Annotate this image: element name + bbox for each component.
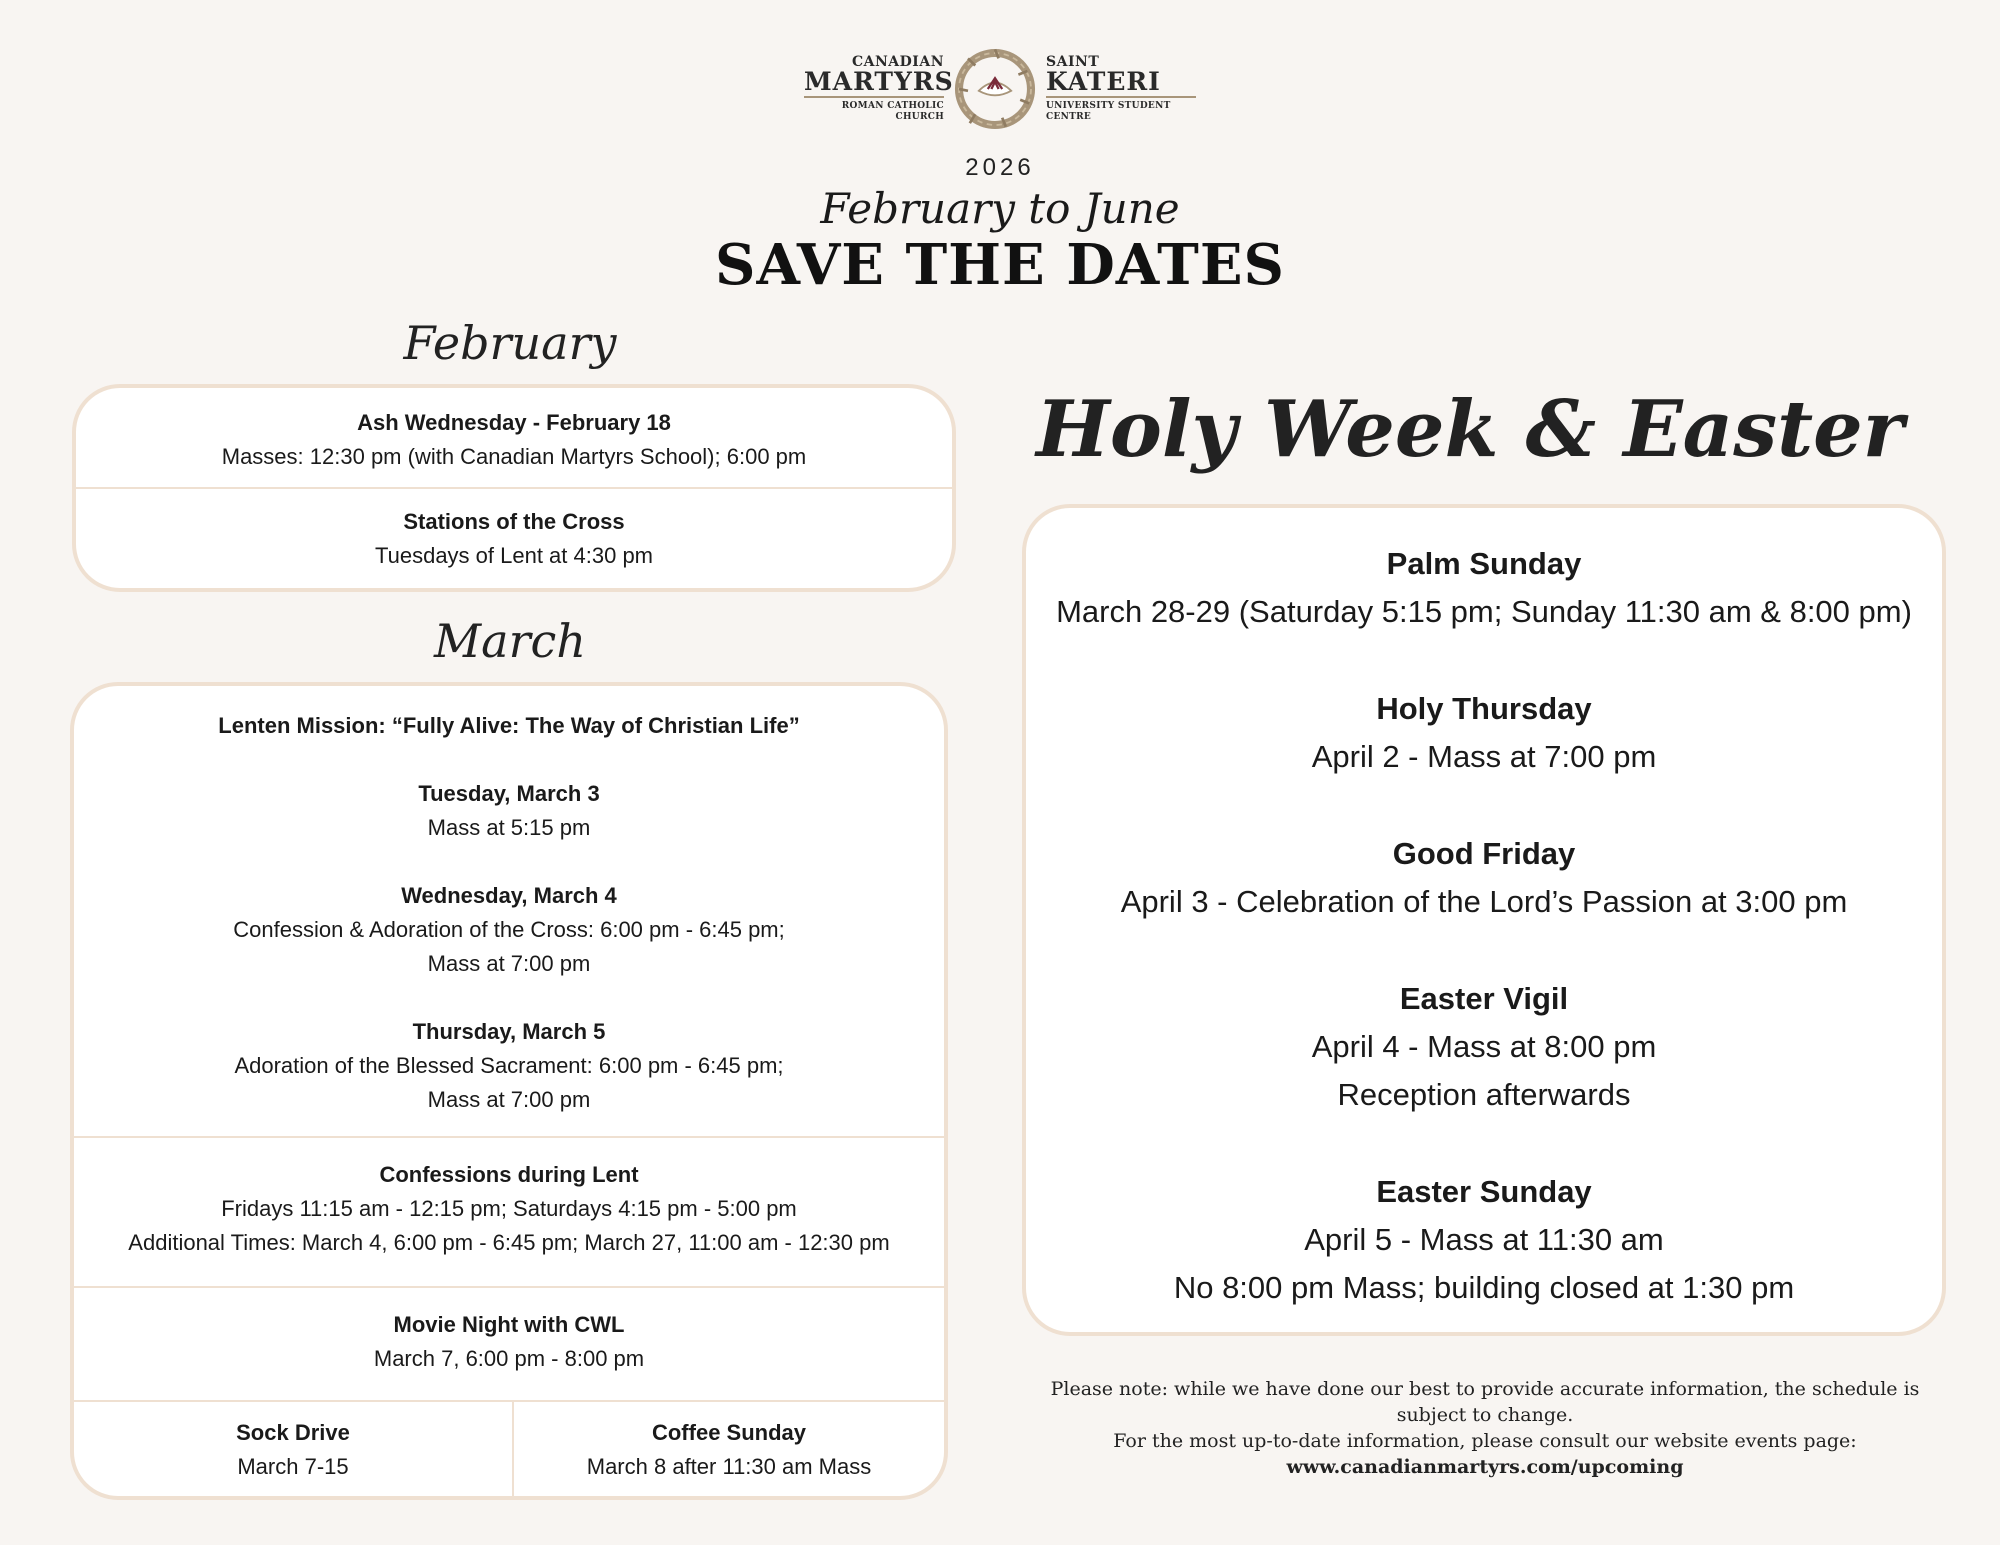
section-text: March 7, 6:00 pm - 8:00 pm: [373, 1346, 645, 1371]
logo-right-sub-2: CENTRE: [1046, 112, 1092, 122]
movie-night-section: [74, 1286, 944, 1400]
event-title: Easter Vigil: [1399, 981, 1569, 1016]
section-text: Fridays 11:15 am - 12:15 pm; Saturdays 4:15 pm - 5:00 pm: [221, 1196, 797, 1221]
section-title: Confessions during Lent: [379, 1162, 639, 1187]
logo-right-main: KATERI: [1046, 67, 1161, 96]
day-text: Mass at 5:15 pm: [427, 815, 591, 840]
day-text: Confession & Adoration of the Cross: 6:00 pm - 6:45 pm;: [233, 917, 785, 942]
section-text: Masses: 12:30 pm (with Canadian Martyrs School); 6:00 pm: [221, 444, 807, 469]
logo: [0, 44, 2000, 134]
day-text: Adoration of the Blessed Sacrament: 6:00 pm - 6:45 pm;: [234, 1053, 784, 1078]
day-title: Wednesday, March 4: [401, 883, 617, 908]
logo-left-sub-1: ROMAN CATHOLIC: [841, 101, 944, 111]
section-text: Tuesdays of Lent at 4:30 pm: [374, 543, 654, 568]
event-text: March 28-29 (Saturday 5:15 pm; Sunday 11:30 am & 8:00 pm): [1056, 594, 1912, 629]
february-card: [72, 384, 956, 592]
event-text: April 2 - Mass at 7:00 pm: [1311, 739, 1657, 774]
palm-sunday-event: [1026, 540, 1942, 636]
saint-kateri-wordmark: [1046, 55, 1196, 123]
event-title: Palm Sunday: [1386, 546, 1582, 581]
section-text: March 7-15: [237, 1454, 349, 1479]
easter-sunday-event: [1026, 1168, 1942, 1312]
bottom-row: [74, 1400, 944, 1500]
section-title: Stations of the Cross: [403, 509, 625, 534]
march-heading: March: [434, 614, 586, 668]
easter-vigil-event: [1026, 975, 1942, 1119]
section-title: Sock Drive: [236, 1420, 350, 1445]
logo-right-top: SAINT: [1046, 54, 1100, 70]
logo-left-main: MARTYRS: [804, 67, 954, 96]
section-title: Movie Night with CWL: [393, 1312, 625, 1337]
event-text: Reception afterwards: [1337, 1077, 1631, 1112]
canadian-martyrs-wordmark: [804, 54, 954, 123]
holy-thursday-event: [1026, 685, 1942, 781]
logo-left-rule: [804, 96, 944, 98]
lenten-mission-section: [74, 686, 944, 1136]
section-title: Ash Wednesday - February 18: [357, 410, 671, 435]
sock-drive-section: [74, 1402, 514, 1500]
year: 2026: [965, 154, 1035, 181]
stations-section: [76, 487, 952, 573]
good-friday-event: [1026, 830, 1942, 926]
logo-left-top: CANADIAN: [851, 54, 944, 70]
section-text: March 8 after 11:30 am Mass: [586, 1454, 872, 1479]
disclaimer-note: [1040, 1376, 1930, 1480]
website-instruction: For the most up-to-date information, please consult our website events page:: [1113, 1430, 1857, 1452]
holy-week-card: [1022, 504, 1946, 1336]
section-title: Lenten Mission: “Fully Alive: The Way of Christian Life”: [218, 713, 800, 738]
event-text: April 4 - Mass at 8:00 pm: [1311, 1029, 1657, 1064]
event-title: Easter Sunday: [1376, 1174, 1592, 1209]
date-range-script: February to June: [820, 184, 1180, 233]
crown-of-thorns-icon: [950, 44, 1040, 134]
logo-left-sub-2: CHURCH: [895, 112, 944, 122]
section-text: Additional Times: March 4, 6:00 pm - 6:45 pm; March 27, 11:00 am - 12:30 pm: [128, 1230, 890, 1255]
coffee-sunday-section: [514, 1402, 944, 1500]
event-text: No 8:00 pm Mass; building closed at 1:30 pm: [1173, 1270, 1795, 1305]
logo-right-sub-1: UNIVERSITY STUDENT: [1046, 101, 1171, 111]
event-text: April 3 - Celebration of the Lord’s Passion at 3:00 pm: [1120, 884, 1848, 919]
day-text: Mass at 7:00 pm: [427, 1087, 591, 1112]
day-title: Thursday, March 5: [412, 1019, 606, 1044]
disclaimer-text: Please note: while we have done our best to provide accurate information, the schedule is subject to change.: [1050, 1378, 1920, 1426]
day-text: Mass at 7:00 pm: [427, 951, 591, 976]
ash-wednesday-section: [76, 388, 952, 487]
website-url: www.canadianmartyrs.com/upcoming: [1286, 1456, 1684, 1478]
holy-week-events: [1026, 508, 1942, 1312]
logo-right-rule: [1046, 96, 1196, 98]
event-title: Good Friday: [1392, 836, 1576, 871]
confessions-section: [74, 1136, 944, 1286]
page-title: SAVE THE DATES: [715, 232, 1285, 298]
event-title: Holy Thursday: [1376, 691, 1592, 726]
event-text: April 5 - Mass at 11:30 am: [1304, 1222, 1664, 1257]
february-heading: February: [403, 316, 617, 370]
holy-week-heading: Holy Week & Easter: [1036, 384, 1904, 475]
day-title: Tuesday, March 3: [418, 781, 600, 806]
march-card: [70, 682, 948, 1500]
section-title: Coffee Sunday: [651, 1420, 807, 1445]
